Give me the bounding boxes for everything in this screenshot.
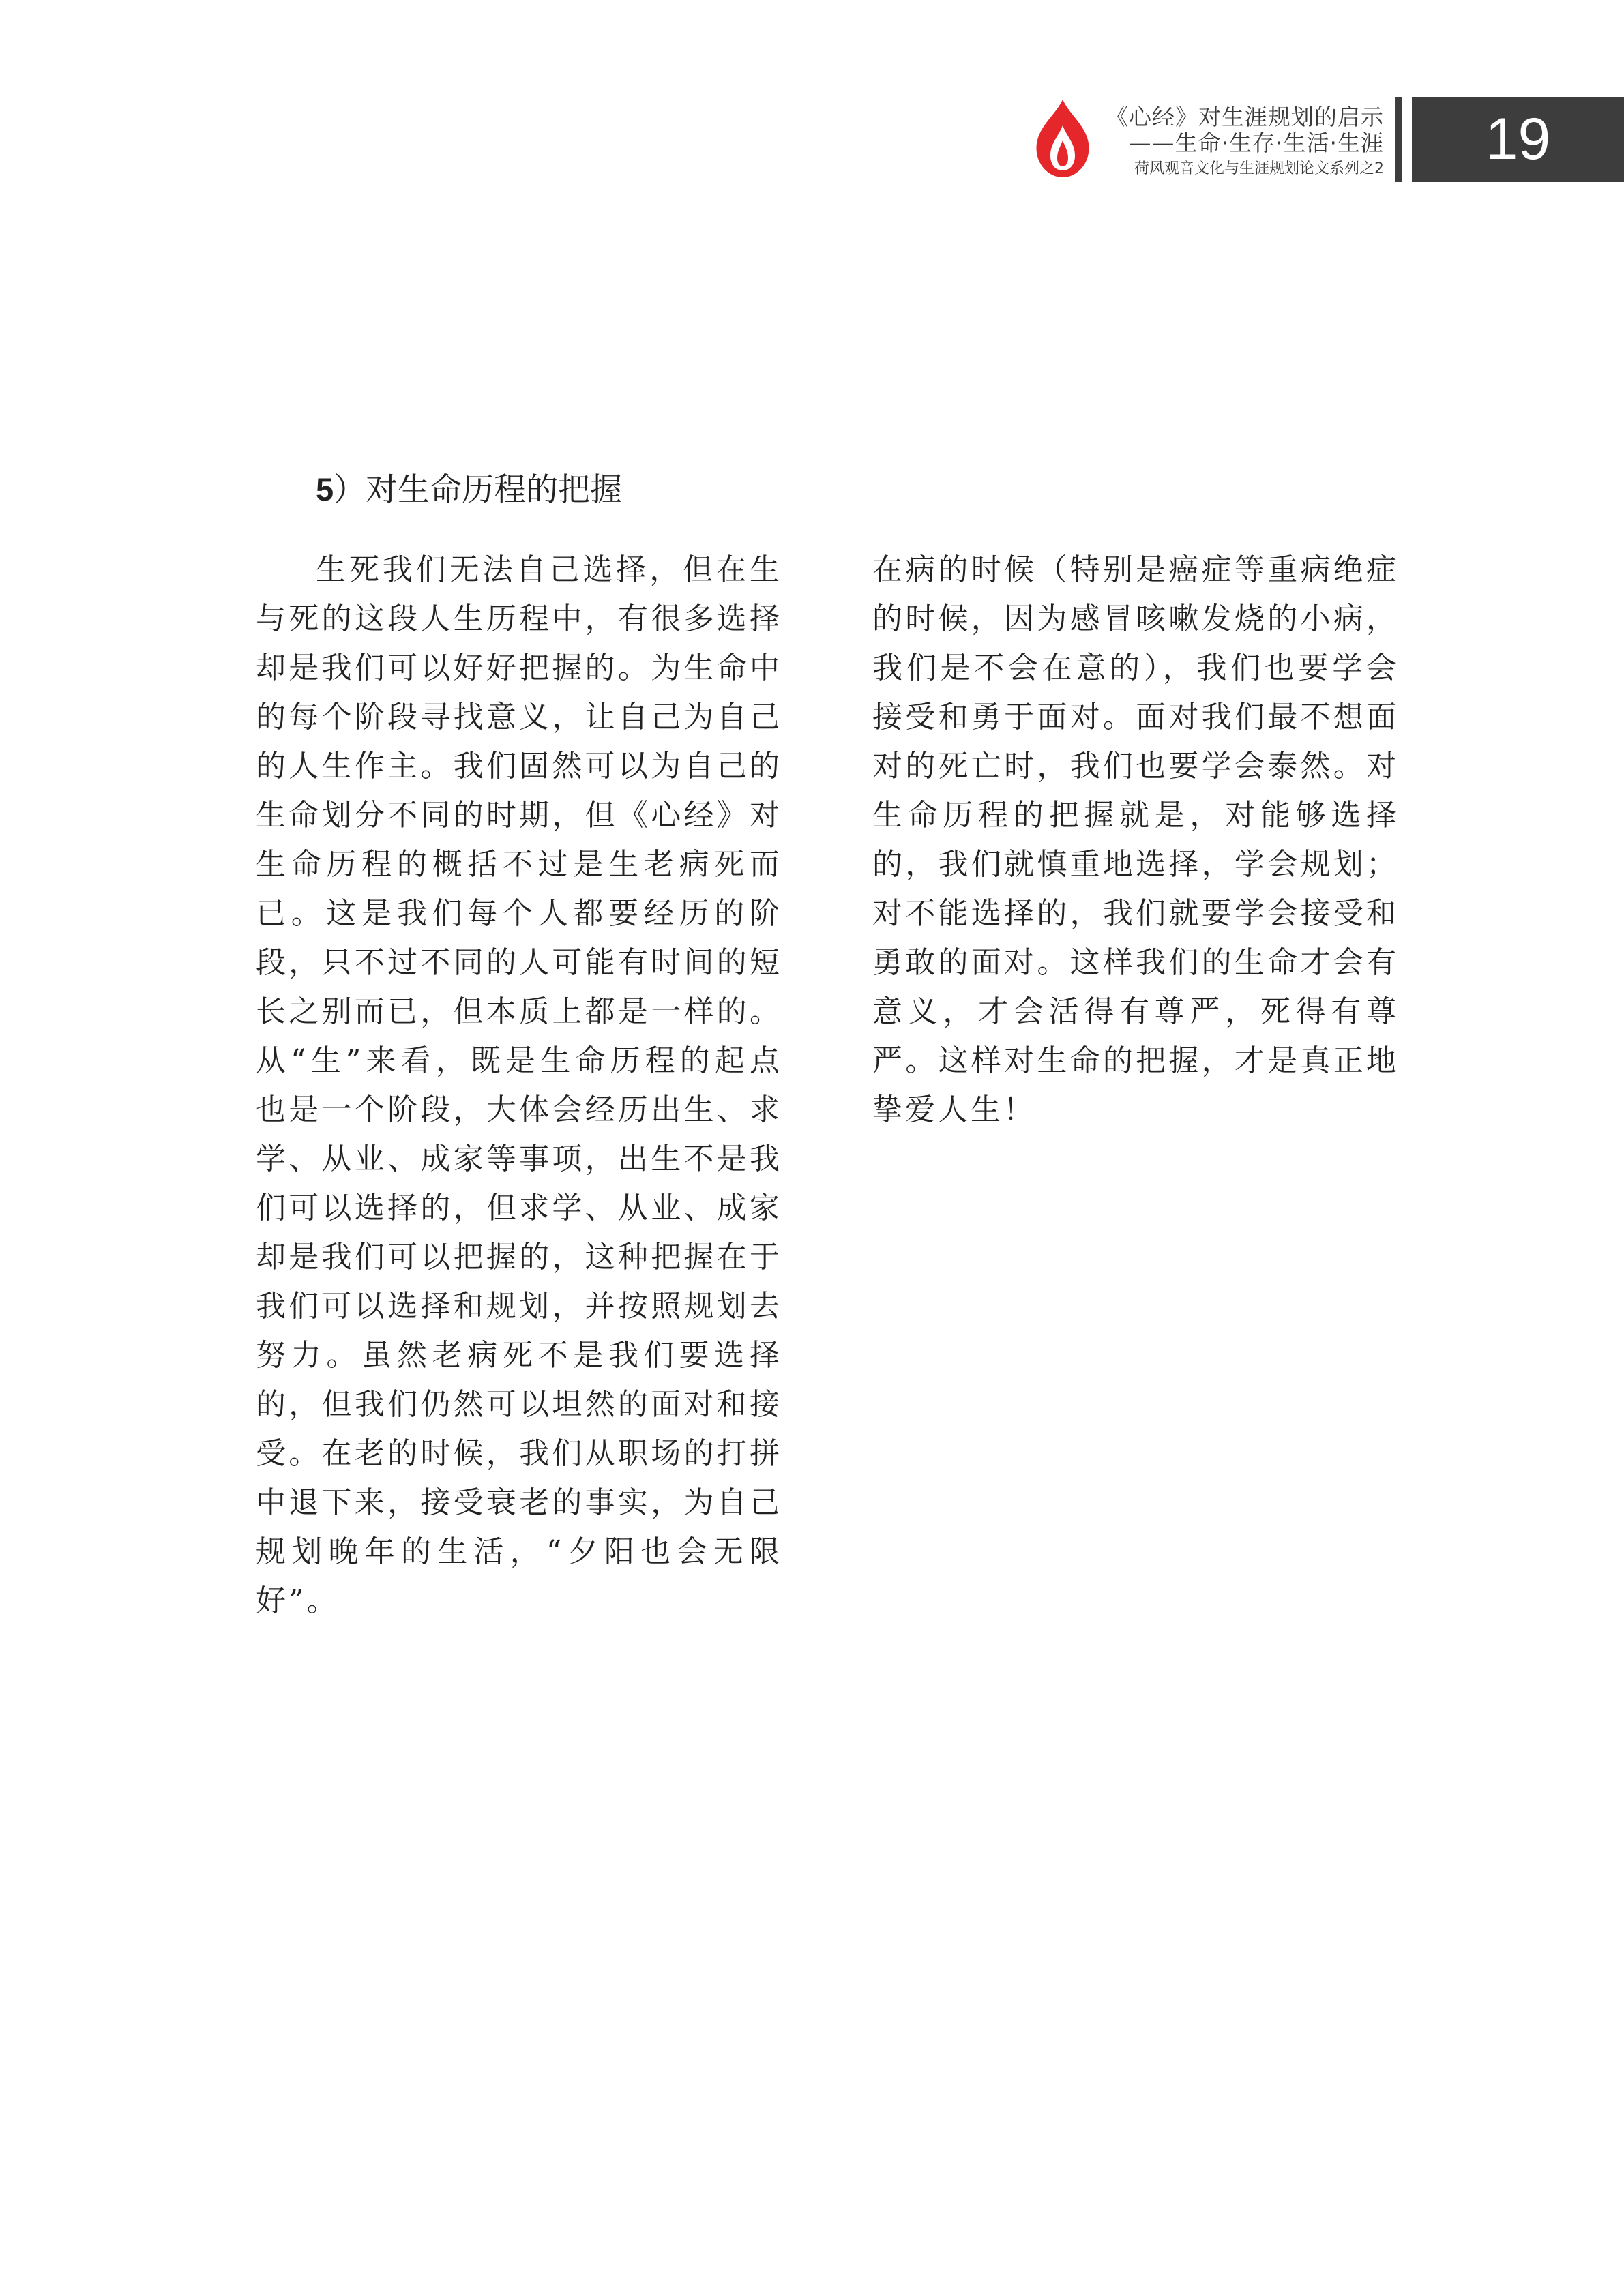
- header-title-line2: ——生命·生存·生活·生涯: [1128, 130, 1384, 156]
- section-heading: [316, 469, 622, 511]
- header-series-label: 荷风观音文化与生涯规划论文系列之2: [1134, 160, 1384, 177]
- header-title-line1: 《心经》对生涯规划的启示: [1106, 104, 1384, 130]
- flame-logo-icon: [1029, 98, 1097, 179]
- section-number: 5: [316, 471, 334, 507]
- header-divider-bar: [1395, 97, 1402, 182]
- body-right-column: 在病的时候（特别是癌症等重病绝症的时候，因为感冒咳嗽发烧的小病，我们是不会在意的），我们也要学会接受和勇于面对。面对我们最不想面对的死亡时，我们也要学会泰然。对生命历程的把握就是，对能够选择的，我们就慎重地选择，学会规划；对不能选择的，我们就要学会接受和勇敢的面对。这样我们的生命才会有意义，才会活得有尊严，死得有尊严。这样对生命的把握，才是真正地挚爱人生！: [872, 552, 1399, 1127]
- page-number: 19: [1412, 97, 1624, 182]
- header-title-block: [1106, 104, 1384, 179]
- section-title-text: ）对生命历程的把握: [334, 471, 623, 509]
- body-left-column: 生死我们无法自己选择，但在生与死的这段人生历程中，有很多选择却是我们可以好好把握的。为生命中的每个阶段寻找意义，让自己为自己的人生作主。我们固然可以为自己的生命划分不同的时期，但《心经》对生命历程的概括不过是生老病死而已。这是我们每个人都要经历的阶段，只不过不同的人可能有时间的短长之别而已，但本质上都是一样的。从“生”来看，既是生命历程的起点也是一个阶段，大体会经历出生、求学、从业、成家等事项，出生不是我们可以选择的，但求学、从业、成家却是我们可以把握的，这种把握在于我们可以选择和规划，并按照规划去努力。虽然老病死不是我们要选择的，但我们仍然可以坦然的面对和接受。在老的时候，我们从职场的打拼中退下来，接受衰老的事实，为自己规划晚年的生活，“夕阳也会无限好”。: [256, 552, 782, 1618]
